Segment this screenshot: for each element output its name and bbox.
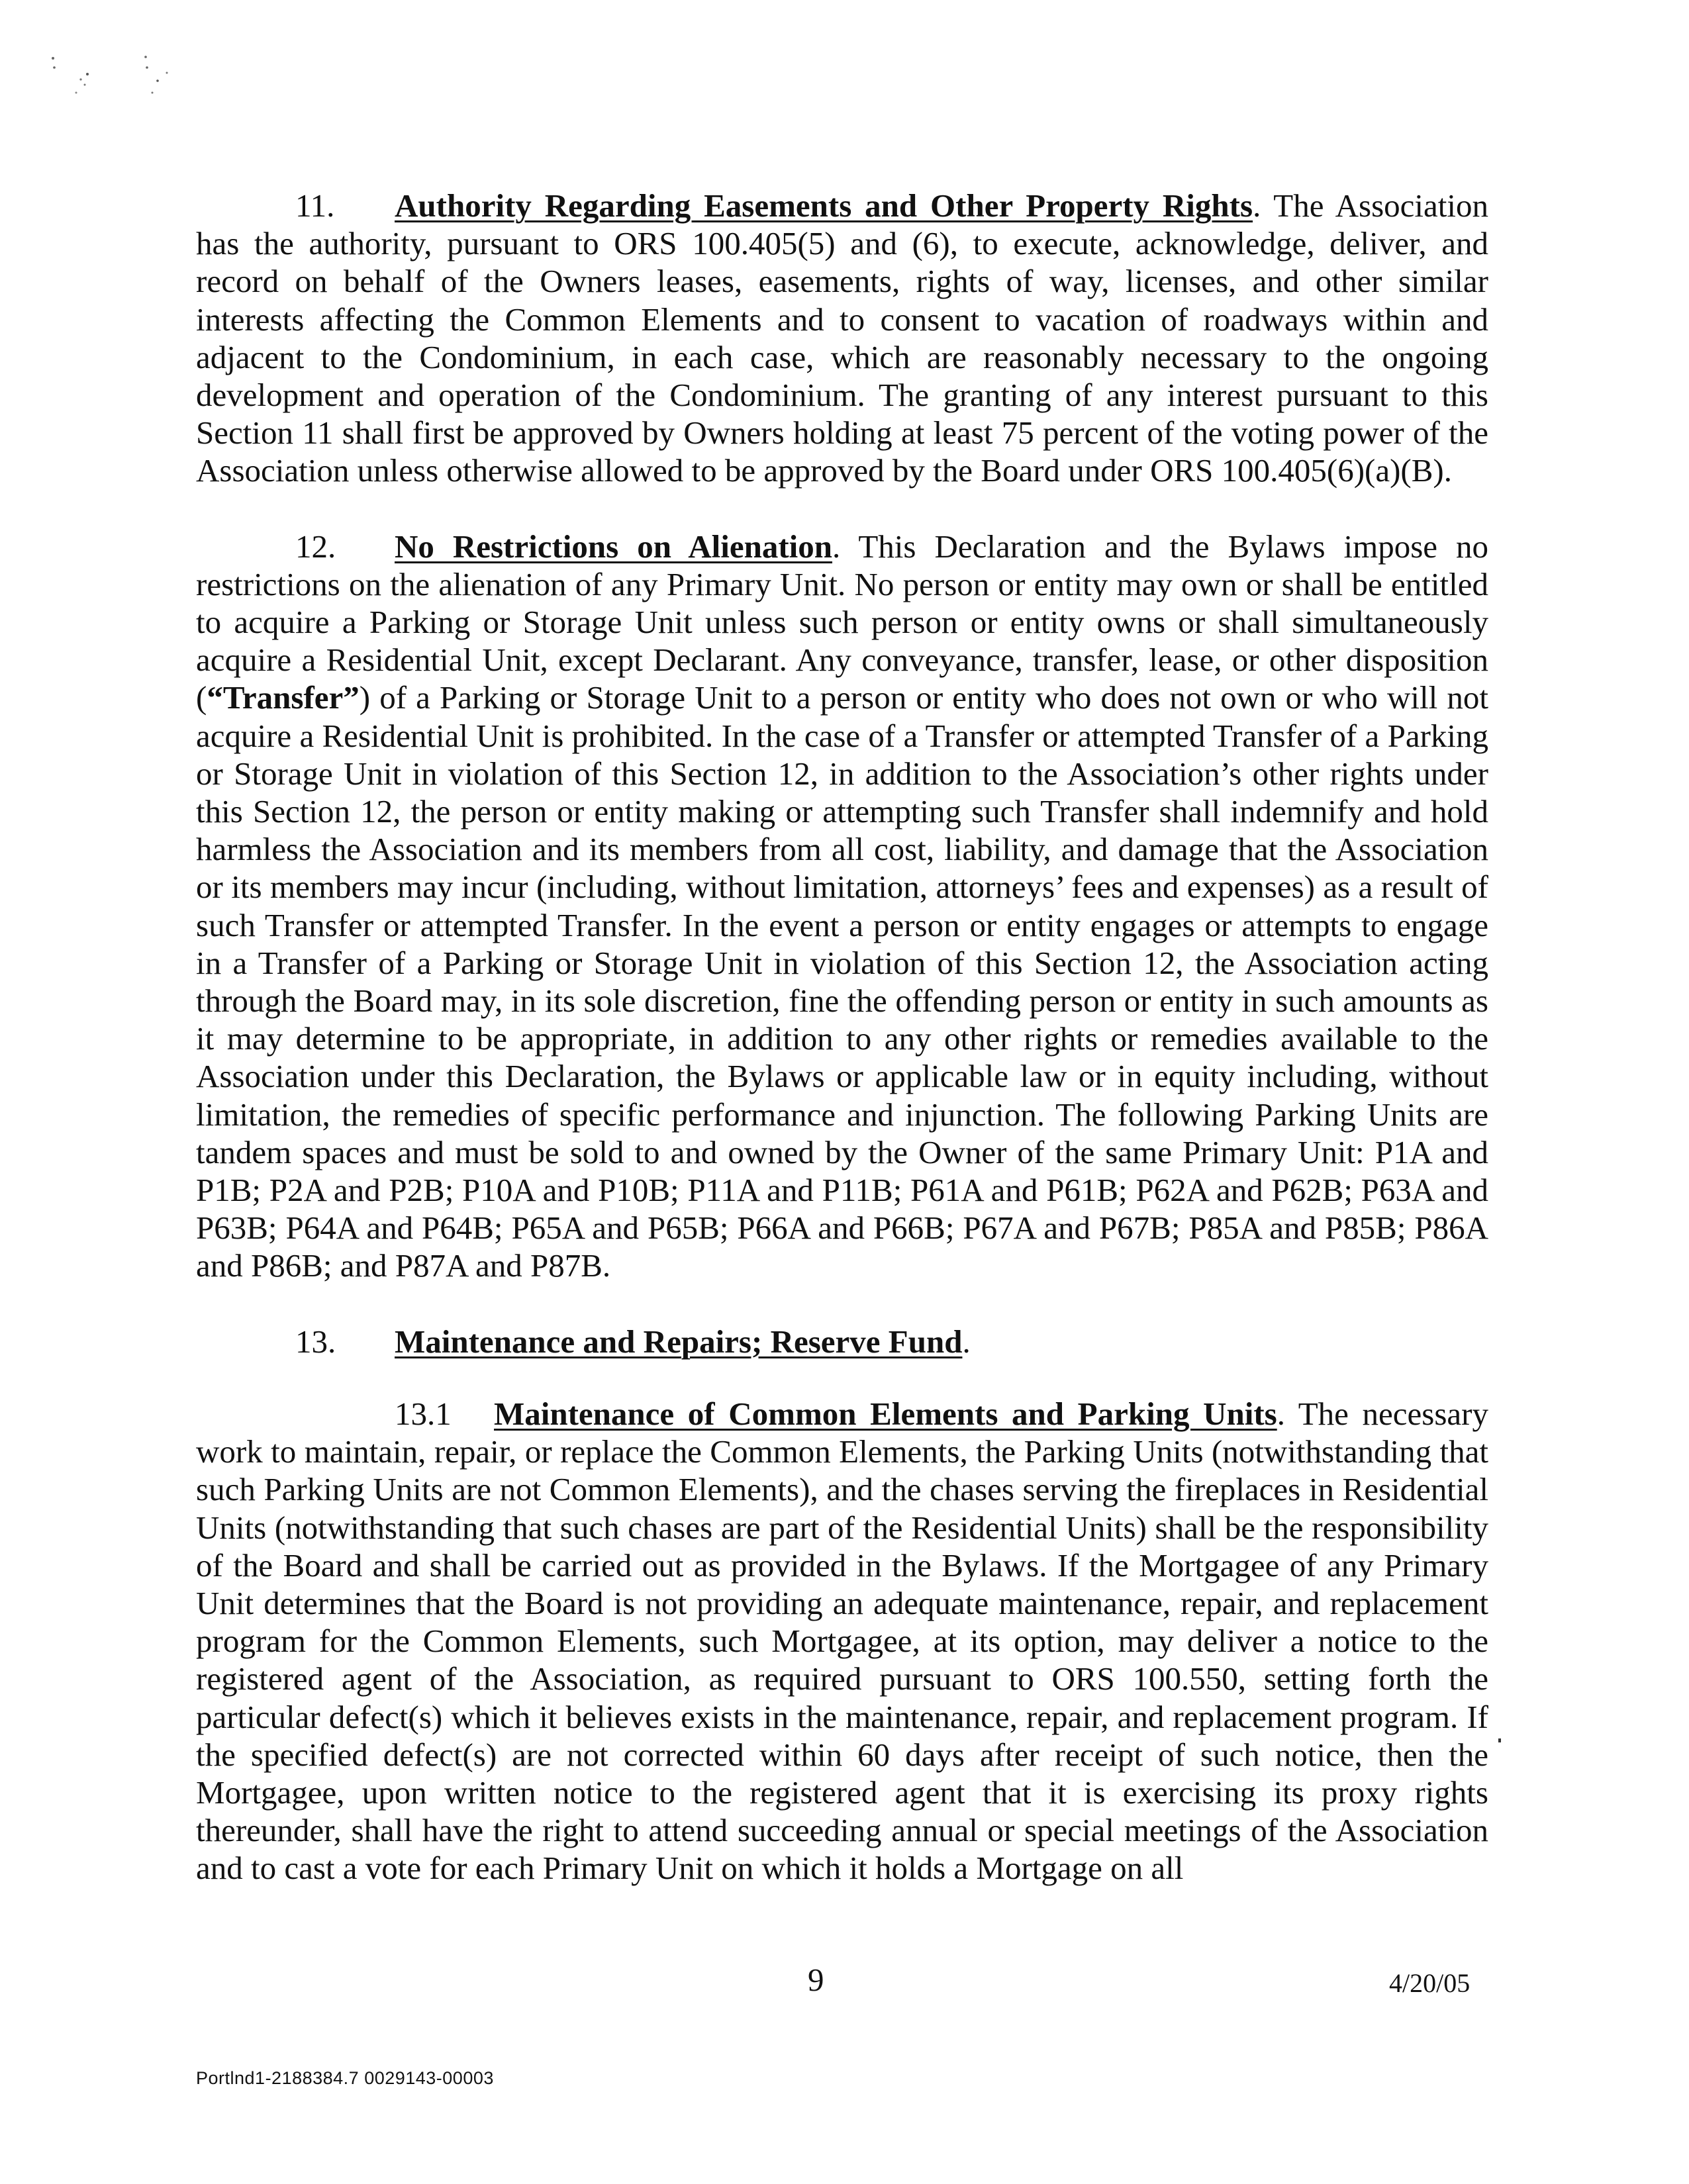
section-number: 13. bbox=[295, 1323, 336, 1360]
margin-mark bbox=[1498, 1738, 1501, 1742]
section-12 bbox=[196, 528, 1488, 1285]
section-title: Maintenance of Common Elements and Parking Units bbox=[494, 1395, 1277, 1432]
title-period: . bbox=[962, 1323, 971, 1360]
scan-speck bbox=[156, 79, 159, 82]
section-13-1 bbox=[196, 1395, 1488, 1887]
section-number: 12. bbox=[295, 528, 336, 565]
defined-term: “Transfer” bbox=[207, 679, 360, 716]
scan-speck bbox=[84, 84, 86, 86]
section-text: The Association has the authority, pursuant to ORS 100.405(5) and (6), to execute, acknowledge, deliver, and record on behalf of the Owners leases, easements, rights of way, licenses, and other similar interests affecting the Common Elements and to consent to vacation of roadways within and adjacent to the Condominium, in each case, which are reasonably necessary to the ongoing development and operation of the Condominium. The granting of any interest pursuant to this Section 11 shall first be approved by Owners holding at least 75 percent of the voting power of the Association unless otherwise allowed to be approved by the Board under ORS 100.405(6)(a)(B). bbox=[196, 187, 1488, 489]
title-period: . bbox=[1277, 1395, 1298, 1432]
scan-speck bbox=[52, 57, 54, 60]
section-text: The necessary work to maintain, repair, or replace the Common Elements, the Parking Units (notwithstanding that such Parking Units are not Common Elements), and the chases serving the fireplaces in Residential Units (notwithstanding that such chases are part of the Residential Units) shall be the responsibility of the Board and shall be carried out as provided in the Bylaws. If the Mortgagee of any Primary Unit determines that the Board is not providing an adequate maintenance, repair, and replacement program for the Common Elements, such Mortgagee, at its option, may deliver a notice to the registered agent of the Association, as required pursuant to ORS 100.550, setting forth the particular defect(s) which it believes exists in the maintenance, repair, and replacement program. If the specified defect(s) are not corrected within 60 days after receipt of such notice, then the Mortgagee, upon written notice to the registered agent that it is exercising its proxy rights thereunder, shall have the right to attend succeeding annual or special meetings of the Association and to cast a vote for each Primary Unit on which it holds a Mortgage on all bbox=[196, 1395, 1488, 1887]
spacer bbox=[196, 1285, 1488, 1323]
scan-speck bbox=[146, 66, 148, 69]
title-period: . bbox=[1253, 187, 1274, 224]
section-13 bbox=[196, 1323, 1488, 1360]
scan-speck bbox=[79, 78, 81, 80]
spacer bbox=[196, 1360, 1488, 1395]
section-number: 11. bbox=[295, 187, 335, 224]
section-title: Maintenance and Repairs; Reserve Fund bbox=[395, 1323, 963, 1360]
scan-speck bbox=[86, 73, 89, 75]
footer-date: 4/20/05 bbox=[1389, 1968, 1471, 1998]
document-body bbox=[196, 187, 1488, 1887]
scan-speck bbox=[75, 92, 77, 94]
title-period: . bbox=[832, 528, 859, 565]
scan-speck bbox=[53, 66, 56, 69]
section-number: 13.1 bbox=[395, 1395, 452, 1432]
scan-speck bbox=[144, 56, 147, 58]
section-text-b: ) of a Parking or Storage Unit to a person or entity who does not own or who will not acquire a Residential Unit is prohibited. In the case of a Transfer or attempted Transfer of a Parking or Storage Unit in violation of this Section 12, in addition to the Association’s other rights under this Section 12, the person or entity making or attempting such Transfer shall indemnify and hold harmless the Association and its members from all cost, liability, and damage that the Association or its members may incur (including, without limitation, attorneys’ fees and expenses) as a result of such Transfer or attempted Transfer. In the event a person or entity engages or attempts to engage in a Transfer of a Parking or Storage Unit in violation of this Section 12, the Association acting through the Board may, in its sole discretion, fine the offending person or entity in such amounts as it may determine to be appropriate, in addition to any other rights or remedies available to the Association under this Declaration, the Bylaws or applicable law or in equity including, without limitation, the remedies of specific performance and injunction. The following Parking Units are tandem spaces and must be sold to and owned by the Owner of the same Primary Unit: P1A and P1B; P2A and P2B; P10A and P10B; P11A and P11B; P61A and P61B; P62A and P62B; P63A and P63B; P64A and P64B; P65A and P65B; P66A and P66B; P67A and P67B; P85A and P85B; P86A and P86B; and P87A and P87B. bbox=[196, 679, 1488, 1284]
section-11 bbox=[196, 187, 1488, 490]
section-title: Authority Regarding Easements and Other Property Rights bbox=[395, 187, 1253, 224]
page-number: 9 bbox=[808, 1962, 824, 1998]
section-title: No Restrictions on Alienation bbox=[395, 528, 833, 565]
scan-speck bbox=[166, 72, 168, 74]
document-id: Portlnd1-2188384.7 0029143-00003 bbox=[196, 2068, 494, 2088]
spacer bbox=[196, 490, 1488, 528]
scan-specks bbox=[46, 53, 205, 126]
scan-speck bbox=[152, 92, 154, 94]
section-text-a: This Declaration and the Bylaws impose no restrictions on the alienation of any Primary Unit. No person or entity may own or shall be entitled to acquire a Parking or Storage Unit unless such person or entity owns or shall simultaneously acquire a Residential Unit, except Declarant. Any conveyance, transfer, lease, or other disposition ( bbox=[196, 528, 1488, 716]
